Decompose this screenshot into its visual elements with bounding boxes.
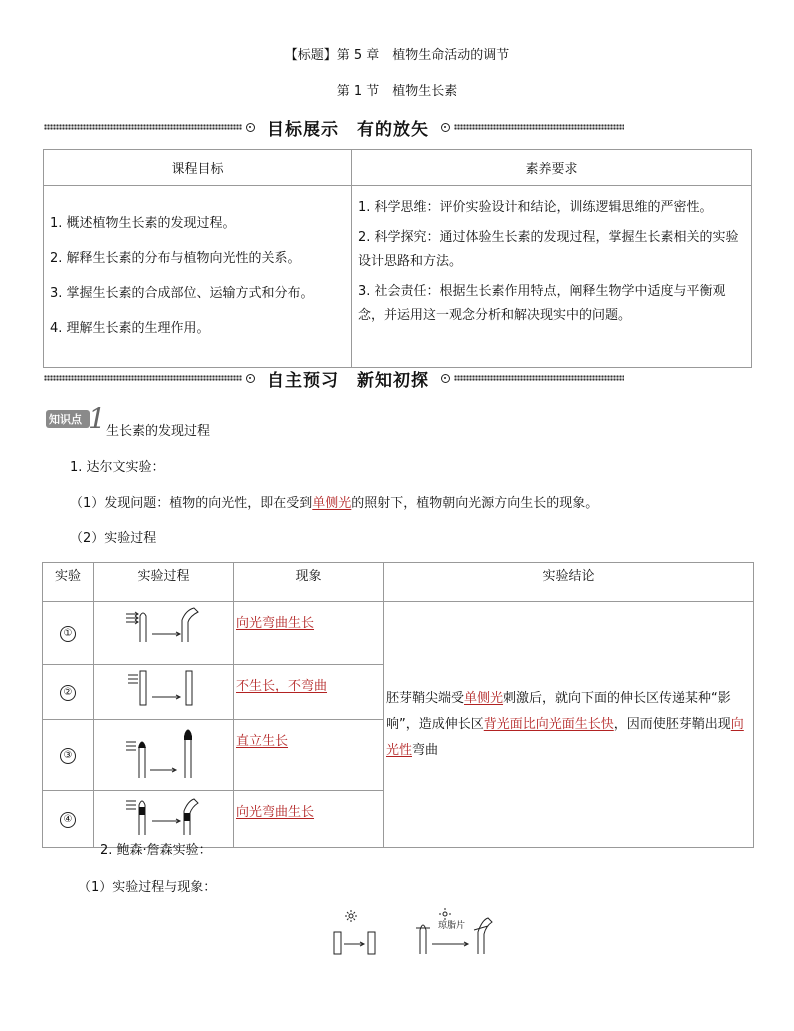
requirement-item: 1. 科学思维：评价实验设计和结论，训练逻辑思维的严密性。	[358, 200, 713, 215]
goals-col1-header: 课程目标	[44, 150, 352, 186]
opaque-sleeve-icon	[184, 813, 190, 821]
exp-number: ①	[43, 602, 94, 665]
ring-ornament-icon	[246, 374, 255, 383]
knowledge-point-label: 知识点	[49, 413, 82, 426]
exp-figure	[94, 602, 234, 665]
goal-item: 4. 理解生长素的生理作用。	[50, 320, 210, 336]
answer-blank: 背光面比向光面生长快	[483, 716, 614, 732]
exp-phenomenon: 不生长，不弯曲	[234, 665, 384, 720]
boysen-subheading: （1）实验过程与现象：	[78, 880, 217, 895]
sun-icon	[345, 910, 357, 922]
sun-icon	[439, 908, 451, 920]
darwin-question-1	[70, 492, 598, 511]
boysen-heading: 2. 鲍森·詹森实验：	[100, 843, 212, 858]
exp-number: ②	[43, 665, 94, 720]
requirement-item: 2. 科学探究：通过体验生长素的发现过程，掌握生长素相关的实验设计思路和方法。	[358, 230, 739, 269]
goals-col2-header: 素养要求	[352, 150, 752, 186]
section-title: 第 1 节 植物生长素	[336, 84, 458, 99]
exp-phenomenon: 向光弯曲生长	[234, 602, 384, 665]
dotted-rule	[454, 375, 624, 381]
answer-blank: 单侧光	[312, 496, 352, 511]
agar-label: 琼脂片	[438, 921, 466, 931]
knowledge-point-badge	[46, 402, 106, 435]
coleoptile-tip-figure	[94, 791, 231, 843]
coleoptile-bent-figure	[94, 602, 231, 660]
goals-table	[43, 149, 752, 368]
literacy-requirements-cell	[352, 186, 752, 368]
knowledge-point-number: 1	[88, 402, 106, 435]
exp-header-number: 实验	[43, 563, 94, 602]
exp-conclusion: 胚芽鞘尖端受单侧光刺激后，就向下面的伸长区传递某种“影响”，造成伸长区背光面比向光面生长快，因而使胚芽鞘出现向光性弯曲	[384, 602, 754, 848]
exp-figure	[94, 665, 234, 720]
chapter-title: 【标题】第 5 章 植物生命活动的调节	[284, 48, 510, 63]
coleoptile-cut-figure	[94, 665, 231, 715]
table-row	[43, 602, 754, 665]
course-goals-cell	[44, 186, 352, 368]
darwin-experiment-table	[42, 562, 754, 848]
ring-ornament-icon	[441, 374, 450, 383]
coleoptile-capped-figure	[94, 720, 231, 786]
q1-suffix: 的照射下，植物朝向光源方向生长的现象。	[351, 496, 599, 511]
goal-item: 3. 掌握生长素的合成部位、运输方式和分布。	[50, 285, 314, 301]
answer-blank: 单侧光	[464, 690, 504, 706]
exp-header-phenomenon: 现象	[234, 563, 384, 602]
exp-header-process: 实验过程	[94, 563, 234, 602]
goal-item: 2. 解释生长素的分布与植物向光性的关系。	[50, 250, 301, 266]
requirement-item: 3. 社会责任：根据生长素作用特点，阐释生物学中适度与平衡观念，并运用这一观念分析和解决现实中的问题。	[358, 284, 726, 323]
section-banner-preview	[44, 366, 624, 390]
boysen-experiment-figure	[328, 906, 498, 958]
banner-title: 自主预习 新知初探	[267, 370, 429, 391]
section-banner-goals	[44, 115, 624, 139]
ring-ornament-icon	[246, 123, 255, 132]
knowledge-point-title: 生长素的发现过程	[106, 424, 211, 439]
exp-number: ③	[43, 720, 94, 791]
q1-prefix: （1）发现问题：植物的向光性，即在受到	[70, 496, 313, 511]
opaque-cap-icon	[138, 742, 146, 748]
dotted-rule	[454, 124, 624, 130]
darwin-question-2: （2）实验过程	[70, 531, 157, 546]
opaque-cap-icon	[184, 730, 192, 740]
dotted-rule	[44, 124, 242, 130]
exp-figure	[94, 720, 234, 791]
goal-item: 1. 概述植物生长素的发现过程。	[50, 215, 236, 231]
darwin-heading: 1. 达尔文实验：	[70, 460, 165, 475]
exp-number: ④	[43, 791, 94, 848]
boysen-figure	[328, 906, 498, 958]
dotted-rule	[44, 375, 242, 381]
exp-phenomenon: 直立生长	[234, 720, 384, 791]
exp-phenomenon: 向光弯曲生长	[234, 791, 384, 848]
exp-header-conclusion: 实验结论	[384, 563, 754, 602]
banner-title: 目标展示 有的放矢	[267, 119, 429, 140]
answer-blank: 向光性	[386, 716, 744, 758]
opaque-sleeve-icon	[139, 807, 145, 815]
ring-ornament-icon	[441, 123, 450, 132]
